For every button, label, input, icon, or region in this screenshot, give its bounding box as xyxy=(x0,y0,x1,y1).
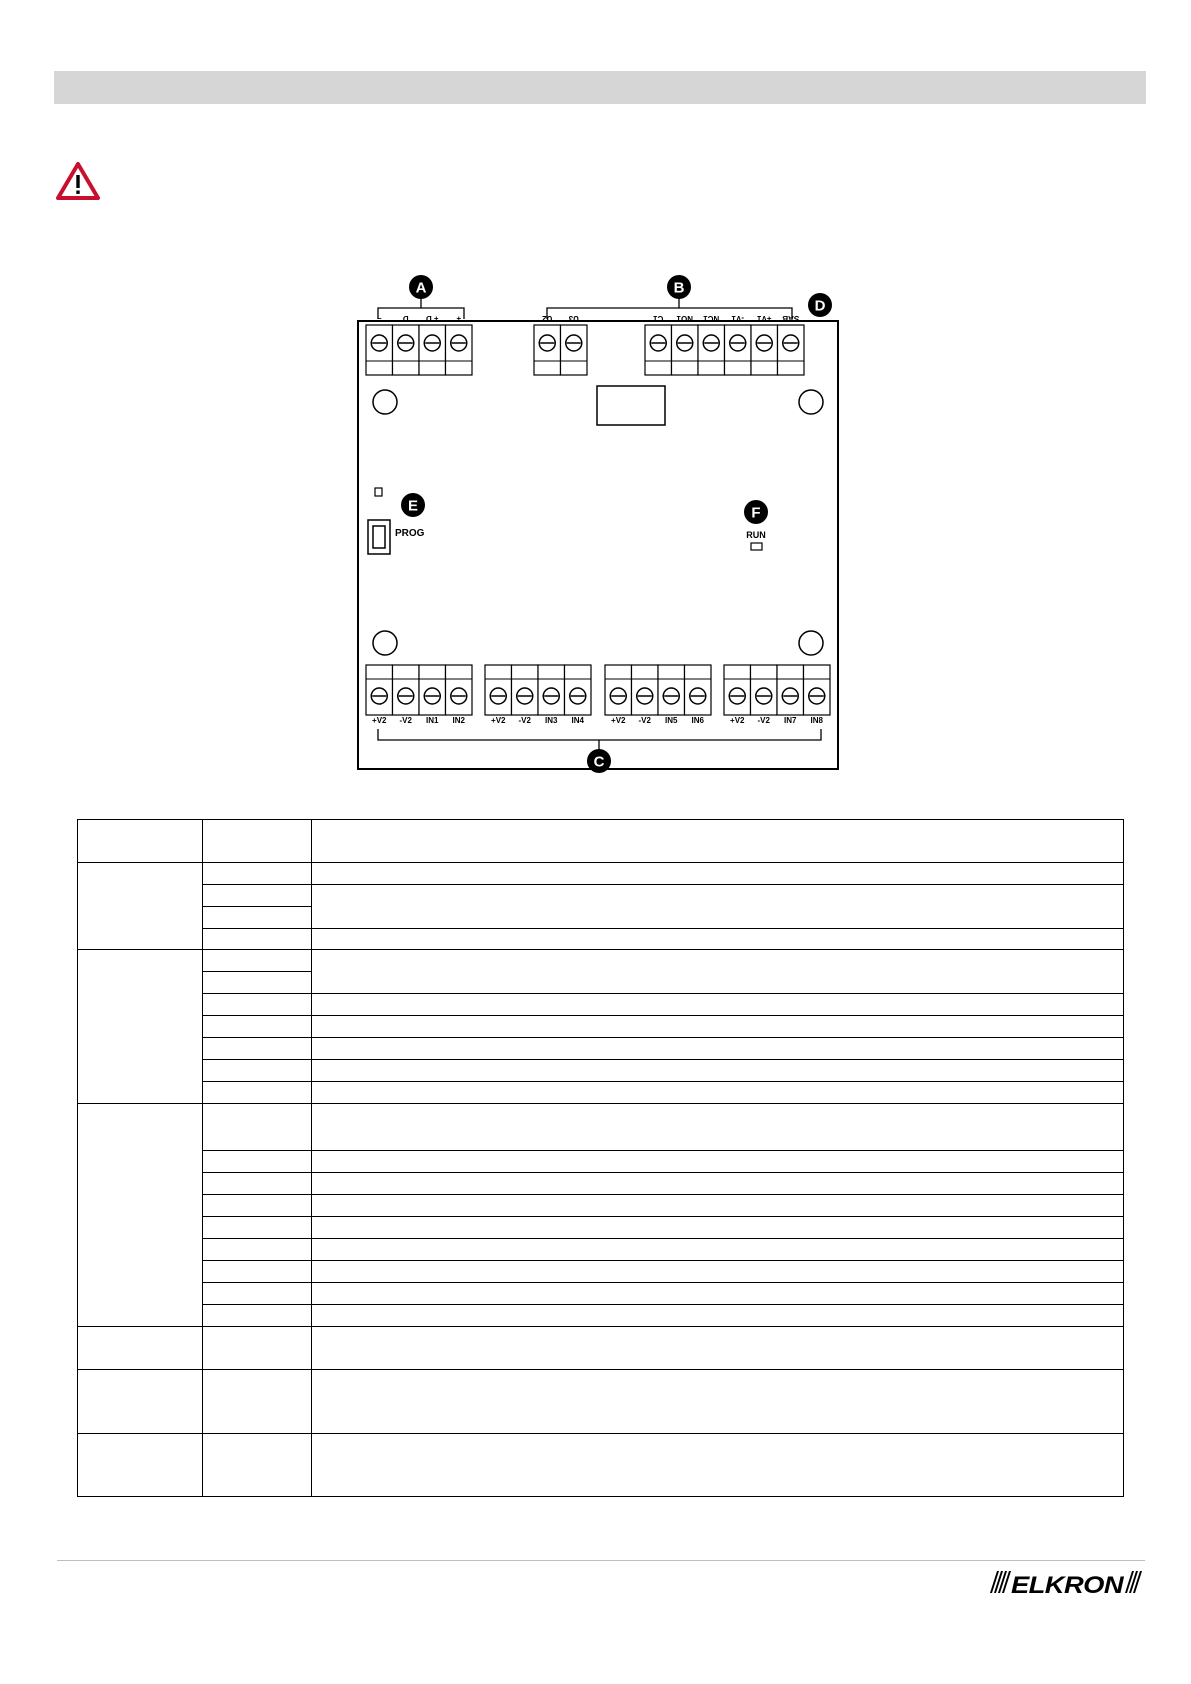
table-cell xyxy=(78,950,203,1104)
table-row xyxy=(78,1016,1124,1038)
table-cell xyxy=(203,1283,312,1305)
terminal-screw xyxy=(446,665,473,715)
terminal-screw xyxy=(724,665,751,715)
prog-label: PROG xyxy=(395,528,425,539)
table-cell xyxy=(312,1195,1124,1217)
terminal-screw xyxy=(561,325,588,375)
mounting-hole xyxy=(799,631,823,655)
table-cell xyxy=(203,907,312,929)
table-cell xyxy=(203,863,312,885)
logo-text: ELKRON xyxy=(1011,1572,1125,1598)
table-cell xyxy=(312,1038,1124,1060)
terminal-label: +V2 xyxy=(491,716,506,725)
table-row xyxy=(78,1261,1124,1283)
terminal-screw xyxy=(419,665,446,715)
table-row xyxy=(78,1305,1124,1327)
terminal-label: IN2 xyxy=(452,716,465,725)
terminal-label: IN5 xyxy=(665,716,678,725)
terminal-label: IN6 xyxy=(691,716,704,725)
terminal-screw xyxy=(645,325,672,375)
table-row xyxy=(78,1038,1124,1060)
table-row xyxy=(78,885,1124,907)
terminal-screw xyxy=(419,325,446,375)
terminal-screw xyxy=(777,665,804,715)
terminal-screw xyxy=(534,325,561,375)
terminal-screw xyxy=(538,665,565,715)
table-cell xyxy=(312,929,1124,950)
table-cell xyxy=(312,1217,1124,1239)
table-cell xyxy=(312,1305,1124,1327)
terminal-label: C1 xyxy=(653,314,664,323)
table-cell xyxy=(312,950,1124,994)
table-cell xyxy=(312,1060,1124,1082)
table-row xyxy=(78,863,1124,885)
run-label: RUN xyxy=(746,530,766,540)
terminal-screw xyxy=(751,325,778,375)
table-row xyxy=(78,994,1124,1016)
terminal-label: U2 xyxy=(542,314,553,323)
terminal-label: -V2 xyxy=(757,716,770,725)
table-cell xyxy=(312,1261,1124,1283)
terminal-screw xyxy=(393,325,420,375)
terminal-screw xyxy=(804,665,831,715)
table-cell xyxy=(78,1104,203,1327)
callout-e-label: E xyxy=(407,497,419,515)
table-row xyxy=(78,1151,1124,1173)
table-cell xyxy=(203,1195,312,1217)
table-row xyxy=(78,1195,1124,1217)
table-cell xyxy=(203,1038,312,1060)
table-cell xyxy=(312,885,1124,929)
terminal-label: – xyxy=(377,314,382,323)
table-cell xyxy=(203,950,312,972)
table-row xyxy=(78,1173,1124,1195)
elkron-logo xyxy=(990,1568,1145,1598)
terminal-screw xyxy=(565,665,592,715)
terminal-label: +V2 xyxy=(372,716,387,725)
mounting-hole xyxy=(373,631,397,655)
terminal-label: -V2 xyxy=(638,716,651,725)
terminal-label: + D xyxy=(425,314,439,323)
table-cell xyxy=(312,1016,1124,1038)
table-row xyxy=(78,1217,1124,1239)
terminal-screw xyxy=(393,665,420,715)
terminal-screw xyxy=(446,325,473,375)
table-cell xyxy=(203,885,312,907)
terminal-label: IN1 xyxy=(426,716,439,725)
table-cell xyxy=(312,1370,1124,1434)
terminal-board-diagram xyxy=(340,262,860,782)
table-cell xyxy=(312,1283,1124,1305)
terminal-screw xyxy=(512,665,539,715)
table-cell xyxy=(203,929,312,950)
terminal-label: NO1 xyxy=(676,314,693,323)
table-cell xyxy=(203,1327,312,1370)
callout-b-label: B xyxy=(673,279,685,297)
terminal-screw xyxy=(658,665,685,715)
table-row xyxy=(78,1082,1124,1104)
terminal-label: NC1 xyxy=(703,314,720,323)
table-cell xyxy=(203,820,312,863)
table-cell xyxy=(312,820,1124,863)
table-row xyxy=(78,1370,1124,1434)
terminal-label: +V2 xyxy=(611,716,626,725)
run-led xyxy=(751,543,762,550)
terminal-label: IN4 xyxy=(571,716,584,725)
terminal-label: +V1 xyxy=(757,314,772,323)
terminal-label: D xyxy=(402,314,409,323)
terminal-screw xyxy=(366,665,393,715)
terminal-label: IN8 xyxy=(810,716,823,725)
table-cell xyxy=(78,820,203,863)
bracket-a xyxy=(378,308,464,319)
terminal-screw xyxy=(751,665,778,715)
table-row xyxy=(78,1239,1124,1261)
terminal-screw xyxy=(685,665,712,715)
terminal-screw xyxy=(698,325,725,375)
terminal-label: IN3 xyxy=(545,716,558,725)
table-row xyxy=(78,1327,1124,1370)
prog-led xyxy=(375,488,382,496)
table-cell xyxy=(203,1173,312,1195)
callout-a-label: A xyxy=(415,279,427,297)
bracket-b xyxy=(547,308,792,319)
table-cell xyxy=(312,1151,1124,1173)
board-chip xyxy=(597,386,665,425)
table-cell xyxy=(312,863,1124,885)
table-cell xyxy=(203,1261,312,1283)
callout-c-label: C xyxy=(593,753,605,771)
terminal-label: SAB xyxy=(782,314,800,323)
table-cell xyxy=(203,994,312,1016)
terminal-table xyxy=(77,819,1124,1497)
terminal-label: -V2 xyxy=(399,716,412,725)
terminal-screw xyxy=(672,325,699,375)
table-cell xyxy=(203,1016,312,1038)
table-cell xyxy=(203,1217,312,1239)
table-cell xyxy=(203,1151,312,1173)
warning-icon xyxy=(56,162,100,200)
table-cell xyxy=(203,1060,312,1082)
terminal-label: IN7 xyxy=(784,716,797,725)
mounting-hole xyxy=(799,390,823,414)
terminal-label: -V1 xyxy=(731,314,744,323)
table-cell xyxy=(312,1082,1124,1104)
table-cell xyxy=(312,1104,1124,1151)
table-cell xyxy=(312,1327,1124,1370)
terminal-screw xyxy=(366,325,393,375)
table-cell xyxy=(203,1104,312,1151)
table-cell xyxy=(312,1434,1124,1497)
table-row xyxy=(78,1104,1124,1151)
table-row xyxy=(78,1434,1124,1497)
terminal-screw xyxy=(632,665,659,715)
table-cell xyxy=(312,1239,1124,1261)
terminal-screw xyxy=(725,325,752,375)
table-cell xyxy=(203,972,312,994)
terminal-screw xyxy=(485,665,512,715)
table-cell xyxy=(78,1370,203,1434)
terminal-label: -V2 xyxy=(518,716,531,725)
terminal-screw xyxy=(605,665,632,715)
table-row xyxy=(78,820,1124,863)
callout-d-label: D xyxy=(814,297,826,315)
table-cell xyxy=(203,1305,312,1327)
table-cell xyxy=(203,1082,312,1104)
table-cell xyxy=(78,1434,203,1497)
footer-rule xyxy=(57,1560,1145,1561)
table-cell xyxy=(312,994,1124,1016)
terminal-label: U3 xyxy=(568,314,579,323)
callout-f-label: F xyxy=(751,504,761,522)
table-cell xyxy=(78,863,203,950)
table-cell xyxy=(203,1239,312,1261)
terminal-label: + xyxy=(456,314,462,323)
table-cell xyxy=(203,1370,312,1434)
table-cell xyxy=(203,1434,312,1497)
terminal-label: +V2 xyxy=(730,716,745,725)
table-cell xyxy=(312,1173,1124,1195)
table-row xyxy=(78,950,1124,972)
table-row xyxy=(78,1283,1124,1305)
table-cell xyxy=(78,1327,203,1370)
terminal-screw xyxy=(778,325,805,375)
section-header-bar xyxy=(54,71,1146,104)
mounting-hole xyxy=(373,390,397,414)
table-row xyxy=(78,929,1124,950)
table-row xyxy=(78,1060,1124,1082)
